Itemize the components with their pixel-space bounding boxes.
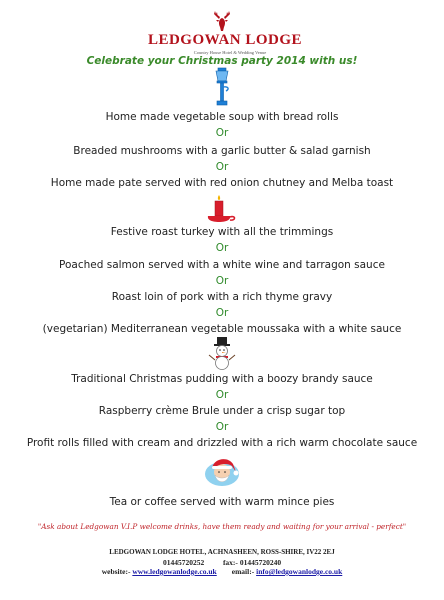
website-label: website:- — [101, 567, 131, 576]
website-link[interactable]: www.ledgowanlodge.co.uk — [132, 567, 217, 576]
snowman-icon — [206, 336, 238, 370]
or-label: Or — [215, 421, 229, 433]
welcome-drinks-note: "Ask about Ledgowan V.I.P welcome drinks, have them ready and waiting for your arrival - perfect" — [37, 522, 407, 531]
starter-3: Home made pate served with red onion chutney and Melba toast — [50, 177, 394, 189]
email-link[interactable]: info@ledgowanlodge.co.uk — [256, 567, 343, 576]
dessert-1: Traditional Christmas pudding with a boozy brandy sauce — [71, 373, 373, 385]
tagline: Celebrate your Christmas party 2014 with us! — [86, 55, 358, 67]
main-2: Poached salmon served with a white wine and tarragon sauce — [59, 259, 385, 271]
or-label: Or — [215, 161, 229, 173]
contact-web — [0, 567, 444, 576]
stag-head-icon — [209, 10, 235, 34]
or-label: Or — [215, 307, 229, 319]
contact-phones — [0, 558, 444, 567]
email-label: email:- — [231, 567, 255, 576]
or-label: Or — [215, 242, 229, 254]
or-label: Or — [215, 275, 229, 287]
main-1: Festive roast turkey with all the trimmings — [110, 226, 334, 238]
lamp-post-icon — [210, 67, 234, 107]
dessert-2: Raspberry crème Brule under a crisp sugar top — [98, 405, 346, 417]
or-label: Or — [215, 127, 229, 139]
coffee-line: Tea or coffee served with warm mince pies — [109, 496, 335, 508]
logo-name: LEDGOWAN LODGE — [147, 32, 303, 48]
main-4: (vegetarian) Mediterranean vegetable moussaka with a white sauce — [42, 323, 402, 335]
logo-subtitle: Country House Hotel & Wedding Venue — [193, 50, 267, 55]
candle-icon — [205, 193, 241, 223]
hotel-address: LEDGOWAN LODGE HOTEL, ACHNASHEEN, ROSS-SHIRE, IV22 2EJ — [109, 548, 335, 556]
main-3: Roast loin of pork with a rich thyme gravy — [111, 291, 333, 303]
starter-2: Breaded mushrooms with a garlic butter & salad garnish — [73, 145, 371, 157]
dessert-3: Profit rolls filled with cream and drizzled with a rich warm chocolate sauce — [26, 437, 418, 449]
fax-number: 01445720240 — [239, 558, 282, 567]
phone-number: 01445720252 — [162, 558, 205, 567]
or-label: Or — [215, 389, 229, 401]
santa-icon — [202, 452, 242, 488]
starter-1: Home made vegetable soup with bread rolls — [105, 111, 339, 123]
fax-label: fax:- — [222, 558, 238, 567]
